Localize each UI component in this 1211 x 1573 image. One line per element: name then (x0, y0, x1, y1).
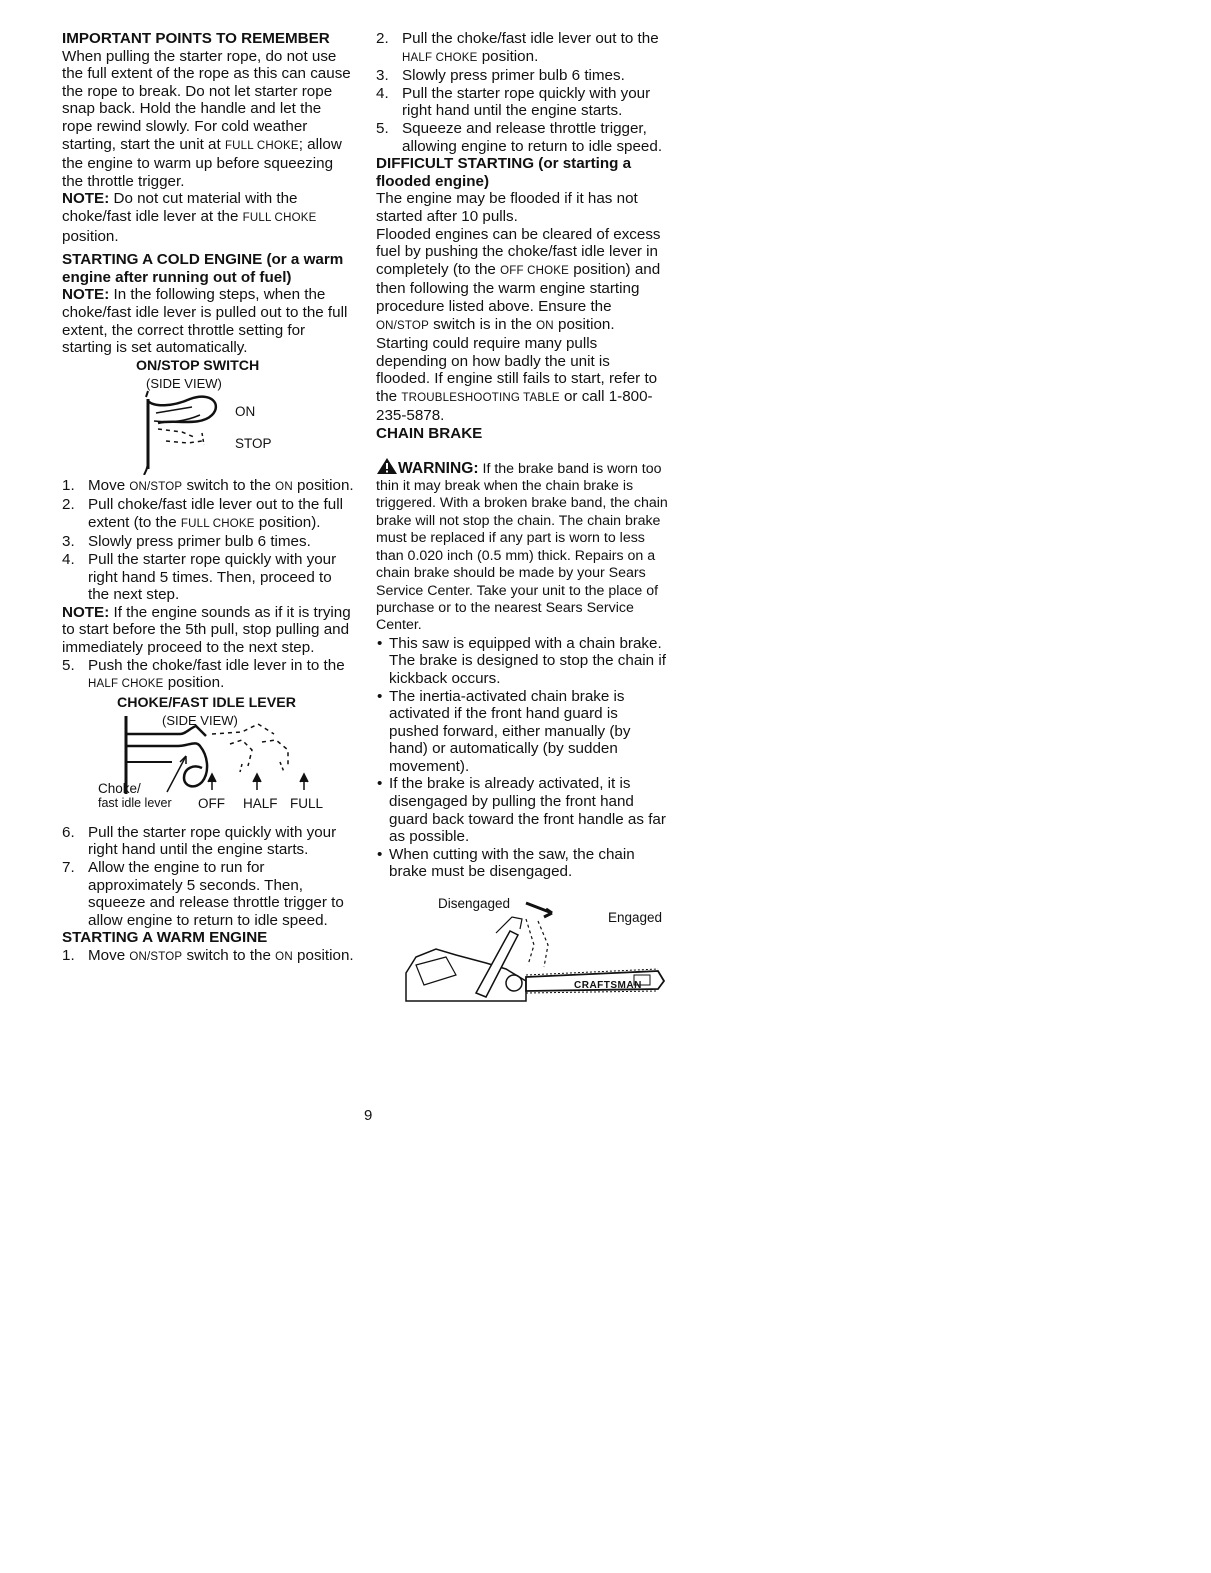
difficult-starting-heading: DIFFICULT STARTING (or starting a flooded engine) (376, 155, 632, 190)
choke-lever-label-2: fast idle lever (98, 795, 172, 810)
difficult-paragraph-2: Flooded engines can be cleared of excess fuel by pushing the choke/fast idle lever in completely (to the OFF CHOKE position) and then following the warm engine starting procedure listed above. Ensure the ON/STOP switch is in the ON position. (376, 225, 661, 333)
cold-step-5 (62, 657, 354, 694)
switch-drawing (62, 357, 354, 475)
list-item: • If the brake is already activated, it is disengaged by pulling the front hand guard back toward the front handle as far as possible. (377, 775, 666, 846)
cold-engine-heading: STARTING A COLD ENGINE (or a warm engine after running out of fuel) (62, 251, 344, 286)
difficult-paragraph-3: Starting could require many pulls depending on how badly the unit is flooded. If engine still fails to start, refer to the TROUBLESHOOTING TABLE or call 1-800-235-5878. (376, 335, 658, 425)
disengaged-label: Disengaged (438, 896, 511, 912)
list-item: 1. Move ON/STOP switch to the ON position. (62, 946, 354, 964)
important-smallcaps: FULL CHOKE (224, 139, 299, 152)
note-text: In the following steps, when the choke/fast idle lever is pulled out to the full extent, the correct throttle setting for starting is set automatically. (62, 286, 348, 357)
list-item: • The inertia-activated chain brake is activated if the front hand guard is pushed forward, either manually (by hand) or automatically (by sudden movement). (377, 687, 631, 775)
warm-steps-list-continued (376, 30, 668, 155)
list-item: 4. Pull the starter rope quickly with your right hand until the engine starts. (376, 84, 651, 120)
list-item: • When cutting with the saw, the chain brake must be disengaged. (377, 845, 635, 881)
cold-steps-list-continued (62, 824, 354, 930)
difficult-paragraph-1: The engine may be flooded if it has not started after 10 pulls. (376, 190, 638, 225)
choke-lever-figure (62, 694, 354, 824)
chainsaw-drawing (376, 885, 668, 1015)
important-text-end: ; allow the engine to warm up before squeezing the throttle trigger. (62, 135, 342, 190)
switch-on-label: ON (235, 403, 256, 419)
note-smallcaps: FULL CHOKE (242, 211, 317, 224)
note-label: NOTE: (62, 603, 110, 621)
list-item: 4. Pull the starter rope quickly with your right hand 5 times. Then, proceed to the next step. (62, 551, 337, 604)
list-item: 1. Move ON/STOP switch to the ON position. (62, 476, 354, 494)
on-stop-switch-figure (62, 357, 354, 475)
choke-lever-label: Choke/ (98, 780, 141, 796)
right-column (376, 30, 668, 1015)
switch-figure-title: ON/STOP SWITCH (136, 357, 260, 374)
note-text: Do not cut material with the choke/fast idle lever at the (62, 190, 298, 225)
note-throttle-paragraph (62, 286, 354, 356)
important-text: When pulling the starter rope, do not use the full extent of the rope as this can cause the rope to break. Do not let starter rope snap back. Hold the handle and let the rope rewind slowly. For cold weather starting, start the unit at (62, 47, 351, 153)
choke-figure-title: CHOKE/FAST IDLE LEVER (117, 694, 296, 711)
switch-figure-subtitle: (SIDE VIEW) (146, 375, 222, 391)
list-item: 3. Slowly press primer bulb 6 times. (62, 533, 311, 551)
left-column (62, 30, 354, 967)
craftsman-logo: CRAFTSMAN (574, 980, 642, 992)
engaged-label: Engaged (608, 910, 663, 926)
warning-text: If the brake band is worn too thin it may break when the chain brake is triggered. With a broken brake band, the chain brake will not stop the chain. The chain brake must be replaced if any part is worn to less than 0.020 inch (0.5 mm) thick. Repairs on a chain brake should be made by your Sears Service Center. Take your unit to the place of purchase or to the nearest Sears Service Center. (376, 460, 668, 634)
important-paragraph (62, 48, 354, 191)
note-text-end: position. (62, 227, 119, 245)
note-text: If the engine sounds as if it is trying to start before the 5th pull, stop pulling and immediately proceed to the next step. (62, 603, 351, 657)
list-item: 6. Pull the starter rope quickly with your right hand until the engine starts. (62, 823, 337, 859)
important-heading: IMPORTANT POINTS TO REMEMBER (62, 30, 330, 47)
page-number: 9 (364, 1107, 373, 1124)
list-item: • This saw is equipped with a chain brake. The brake is designed to stop the chain if kickback occurs. (377, 634, 666, 687)
switch-stop-label: STOP (235, 435, 272, 451)
warning-label: WARNING: (398, 459, 479, 477)
warm-engine-heading: STARTING A WARM ENGINE (62, 929, 268, 947)
list-item: 5. Push the choke/fast idle lever in to the HALF CHOKE position. (62, 656, 345, 692)
warning-paragraph (376, 457, 668, 635)
chain-brake-heading: CHAIN BRAKE (376, 425, 483, 443)
chain-brake-bullets (376, 635, 668, 881)
note-fifth-pull-paragraph (62, 604, 354, 657)
choke-off-label: OFF (198, 795, 225, 811)
list-item: 2. Pull choke/fast idle lever out to the full extent (to the FULL CHOKE position). (62, 496, 343, 531)
choke-half-label: HALF (243, 795, 278, 811)
note-label: NOTE: (62, 190, 110, 208)
list-item: 3. Slowly press primer bulb 6 times. (376, 67, 625, 85)
choke-figure-subtitle: (SIDE VIEW) (162, 712, 238, 728)
cold-steps-list (62, 477, 354, 604)
note-label: NOTE: (62, 286, 110, 304)
warning-triangle-icon (376, 457, 398, 475)
list-item: 5. Squeeze and release throttle trigger, allowing engine to return to idle speed. (376, 119, 663, 155)
chain-brake-figure (376, 885, 668, 1015)
choke-full-label: FULL (290, 795, 324, 811)
list-item: 2. Pull the choke/fast idle lever out to the HALF CHOKE position. (376, 30, 659, 65)
list-item: 7. Allow the engine to run for approximately 5 seconds. Then, squeeze and release throttle trigger to allow engine to return to idle speed. (62, 859, 344, 929)
note-choke-paragraph (62, 190, 354, 245)
warning-block (376, 457, 668, 635)
warm-steps-list (62, 947, 354, 967)
